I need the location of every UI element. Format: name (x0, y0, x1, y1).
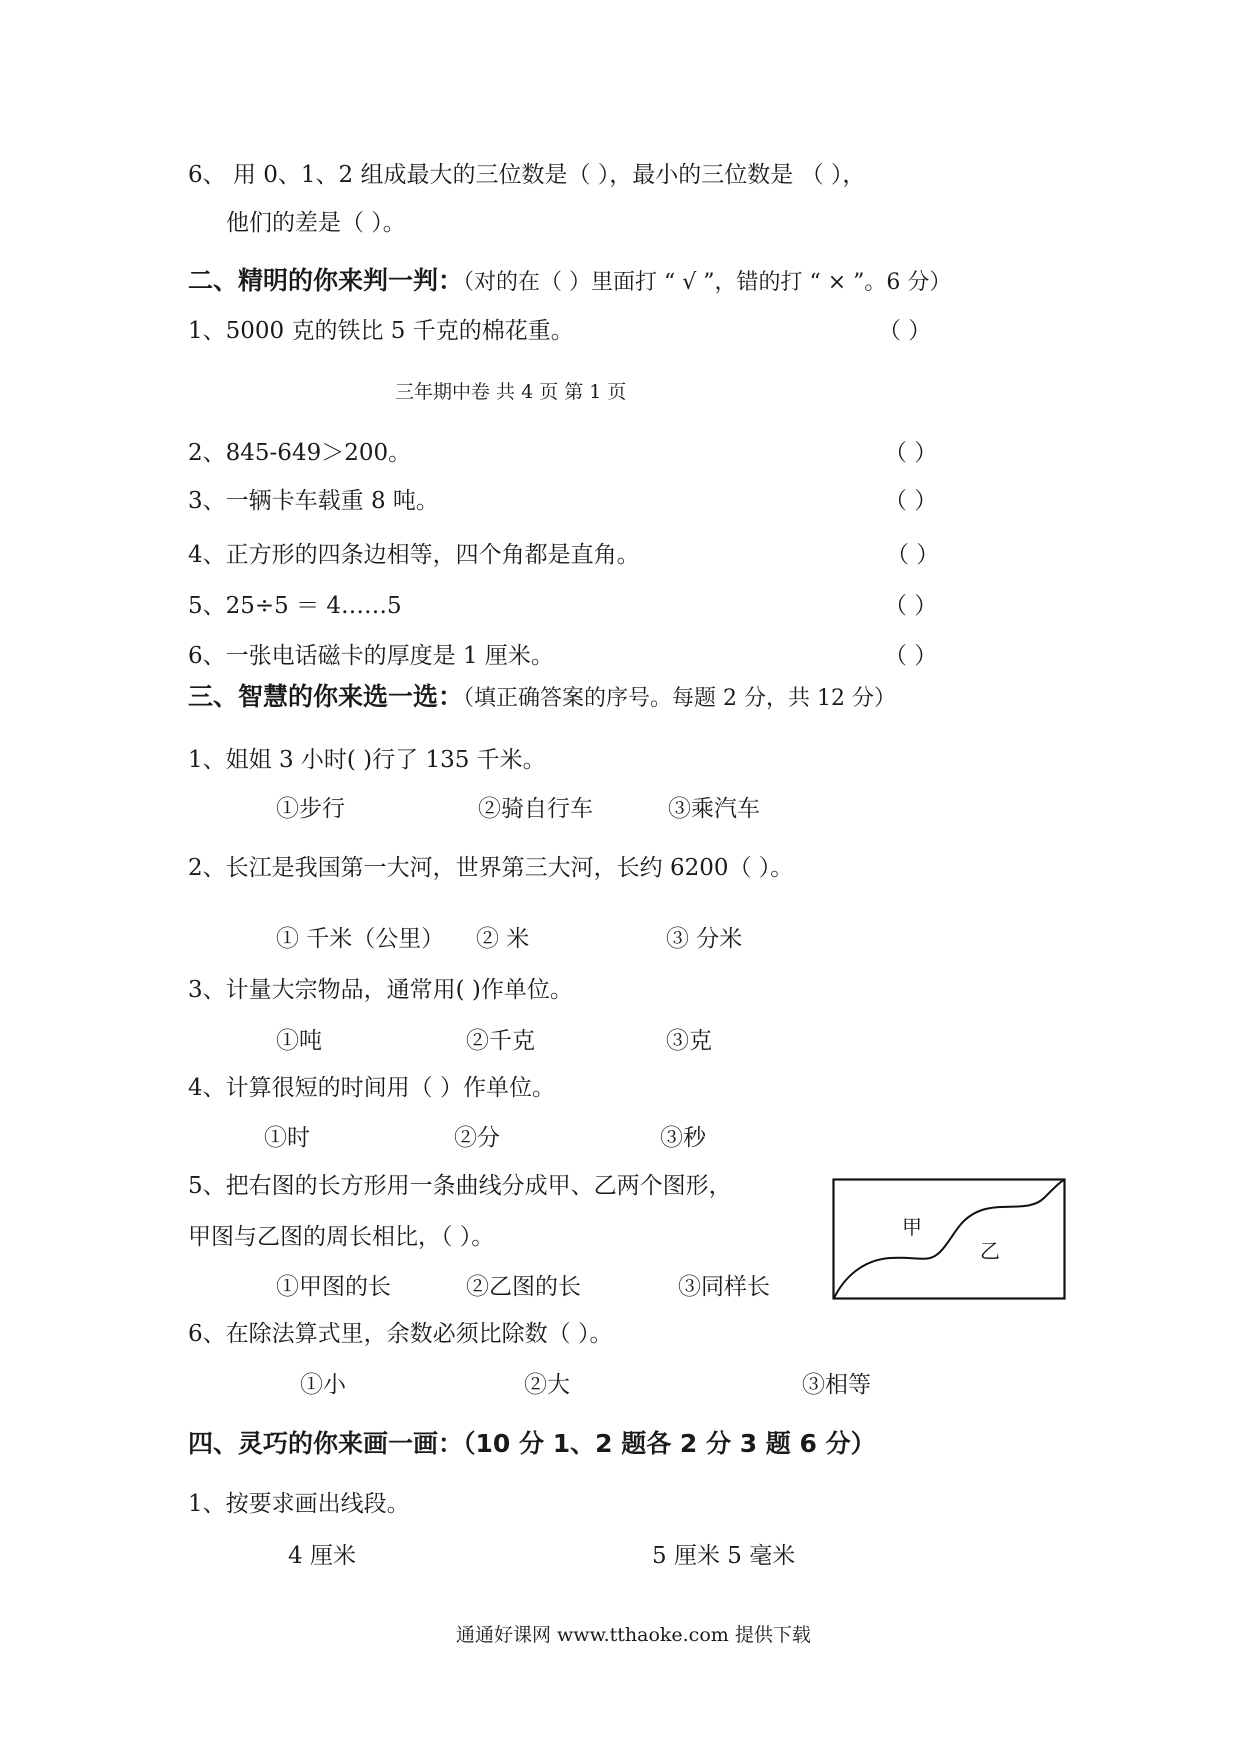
page-footer: 三年期中卷 共 4 页 第 1 页 (395, 381, 627, 403)
draw-q1-length-b: 5 厘米 5 毫米 (652, 1543, 796, 1569)
judge-paren-2[interactable]: （ ） (884, 440, 938, 466)
section3-title: 三、智慧的你来选一选： (188, 682, 464, 711)
section4-heading (188, 1428, 876, 1460)
choice-q3-option-2[interactable]: ②千克 (466, 1028, 535, 1054)
q1-6-line2: 他们的差是（ ）。 (226, 210, 406, 236)
choice-q2-option-1[interactable]: ① 千米（公里） (276, 926, 445, 952)
judge-paren-4[interactable]: （ ） (886, 542, 940, 568)
section3-note: （填正确答案的序号。每题 2 分，共 12 分） (463, 686, 896, 711)
judge-item-1: 1、5000 克的铁比 5 千克的棉花重。 (188, 318, 574, 344)
choice-q6-option-1[interactable]: ①小 (300, 1372, 346, 1398)
choice-q5-option-1[interactable]: ①甲图的长 (276, 1274, 391, 1300)
choice-q5-line1: 5、把右图的长方形用一条曲线分成甲、乙两个图形， (188, 1173, 732, 1199)
judge-paren-1[interactable]: （ ） (878, 318, 932, 344)
choice-q1-option-1[interactable]: ①步行 (276, 796, 345, 822)
section2-title: 二、精明的你来判一判： (188, 266, 464, 295)
draw-q1: 1、按要求画出线段。 (188, 1491, 410, 1517)
choice-q4-option-1[interactable]: ①时 (264, 1125, 310, 1151)
choice-q4-option-3[interactable]: ③秒 (660, 1125, 706, 1151)
choice-q3-option-3[interactable]: ③克 (666, 1028, 712, 1054)
choice-q1: 1、姐姐 3 小时( )行了 135 千米。 (188, 747, 546, 773)
judge-item-4: 4、正方形的四条边相等，四个角都是直角。 (188, 542, 640, 568)
rectangle-curve-figure (832, 1178, 1066, 1300)
judge-paren-5[interactable]: （ ） (884, 593, 938, 619)
judge-paren-6[interactable]: （ ） (884, 643, 938, 669)
choice-q6-option-2[interactable]: ②大 (524, 1372, 570, 1398)
choice-q3-option-1[interactable]: ①吨 (276, 1028, 322, 1054)
section2-heading (188, 265, 951, 299)
site-footer: 通通好课网 www.tthaoke.com 提供下载 (456, 1624, 811, 1646)
choice-q1-option-3[interactable]: ③乘汽车 (668, 796, 760, 822)
q1-6-line1: 6、 用 0、1、2 组成最大的三位数是（ ），最小的三位数是 （ ）， (188, 162, 866, 188)
choice-q1-option-2[interactable]: ②骑自行车 (478, 796, 593, 822)
choice-q5-option-2[interactable]: ②乙图的长 (466, 1274, 581, 1300)
choice-q3: 3、计量大宗物品，通常用( )作单位。 (188, 977, 573, 1003)
dividing-curve (834, 1180, 1064, 1298)
judge-item-6: 6、一张电话磁卡的厚度是 1 厘米。 (188, 643, 554, 669)
choice-q2-option-2[interactable]: ② 米 (476, 926, 530, 952)
judge-paren-3[interactable]: （ ） (884, 488, 938, 514)
judge-item-2: 2、845-649＞200。 (188, 440, 412, 466)
choice-q6: 6、在除法算式里，余数必须比除数（ ）。 (188, 1321, 613, 1347)
section2-note: （对的在（ ）里面打 “ √ ”，错的打 “ × ”。6 分） (463, 270, 952, 295)
draw-q1-length-a: 4 厘米 (288, 1543, 356, 1569)
judge-item-3: 3、一辆卡车载重 8 吨。 (188, 488, 439, 514)
figure-label-jia: 甲 (902, 1215, 922, 1239)
choice-q2-option-3[interactable]: ③ 分米 (666, 926, 743, 952)
section3-heading (188, 681, 896, 715)
choice-q6-option-3[interactable]: ③相等 (802, 1372, 871, 1398)
figure-label-yi: 乙 (980, 1239, 1000, 1263)
choice-q4-option-2[interactable]: ②分 (454, 1125, 500, 1151)
judge-item-5: 5、25÷5 ＝ 4……5 (188, 593, 402, 619)
choice-q2: 2、长江是我国第一大河，世界第三大河，长约 6200（ ）。 (188, 855, 794, 881)
choice-q5-option-3[interactable]: ③同样长 (678, 1274, 770, 1300)
choice-q5-line2: 甲图与乙图的周长相比，（ ）。 (188, 1224, 495, 1250)
section4-title: 四、灵巧的你来画一画：（10 分 1、2 题各 2 分 3 题 6 分） (188, 1429, 876, 1458)
choice-q4: 4、计算很短的时间用（ ）作单位。 (188, 1075, 555, 1101)
